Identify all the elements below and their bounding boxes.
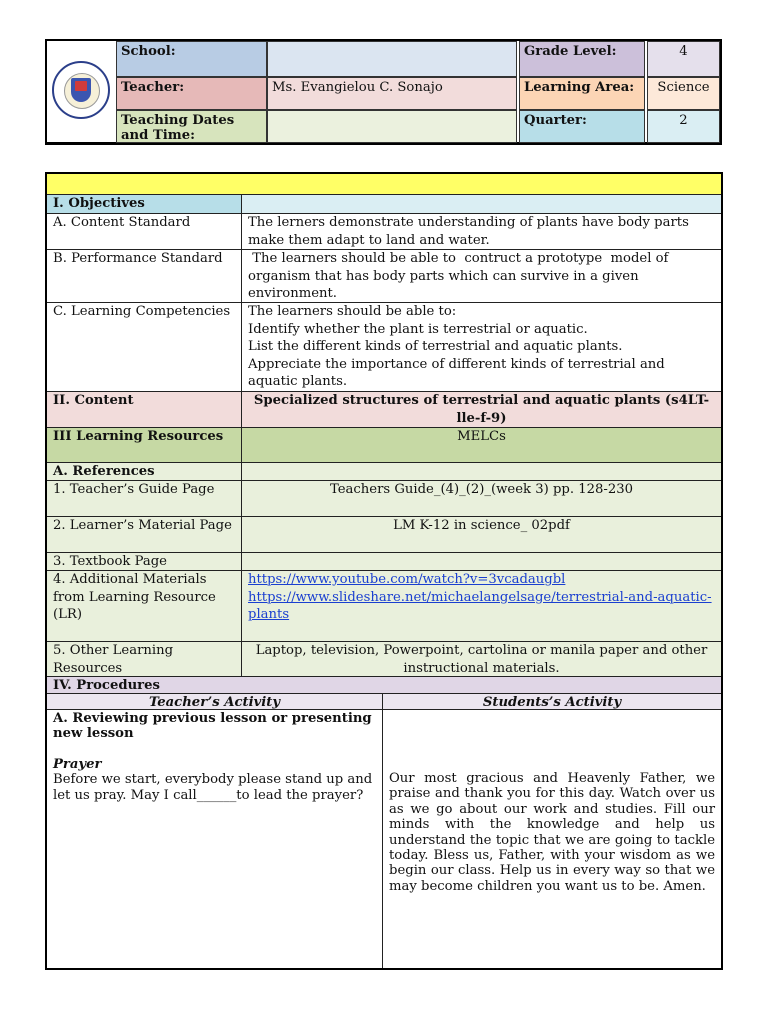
teacher-label: Teacher: bbox=[116, 77, 267, 110]
teacher-value: Ms. Evangielou C. Sonajo bbox=[267, 77, 517, 110]
teachers-guide-value: Teachers Guide_(4)_(2)_(week 3) pp. 128-230 bbox=[242, 481, 721, 517]
competency-line: The learners should be able to: bbox=[248, 304, 457, 319]
content-label: II. Content bbox=[47, 392, 242, 428]
school-value bbox=[267, 41, 517, 77]
competency-line: Identify whether the plant is terrestrial or aquatic. bbox=[248, 321, 588, 337]
other-resources-label: 5. Other Learning Resources bbox=[47, 642, 242, 677]
objectives-label: I. Objectives bbox=[47, 195, 242, 214]
prayer-teacher-text: Before we start, everybody please stand up and let us pray. May I call______to lead the prayer? bbox=[53, 772, 373, 803]
content-standard-label: A. Content Standard bbox=[47, 214, 242, 250]
learning-resources-value: MELCs bbox=[242, 428, 721, 463]
textbook-value bbox=[242, 553, 721, 571]
references-label: A. References bbox=[47, 463, 242, 481]
teacher-activity-cell bbox=[47, 710, 383, 968]
learners-material-value: LM K-12 in science_ 02pdf bbox=[242, 517, 721, 553]
youtube-link[interactable]: https://www.youtube.com/watch?v=3vcadaugbl bbox=[248, 572, 566, 587]
procedures-label: IV. Procedures bbox=[47, 677, 721, 694]
learning-area-value: Science bbox=[647, 77, 720, 110]
prayer-student-text: Our most gracious and Heavenly Father, we praise and thank you for this day. Watch over us as we go about our work and studies. Fill our minds with the knowledge and help us understand the topic that we are going to tackle today. Bless us, Father, with your wisdom as we begin our class. Help us in every way so that we may become children you want us to be. Amen. bbox=[389, 771, 715, 894]
references-value bbox=[242, 463, 721, 481]
competency-line: Appreciate the importance of different kinds of terrestrial and aquatic plants. bbox=[248, 356, 665, 390]
performance-standard-text: The learners should be able to contruct a prototype model of organism that has body parts which can survive in a given environment. bbox=[242, 250, 721, 303]
teachers-guide-label: 1. Teacher’s Guide Page bbox=[47, 481, 242, 517]
content-standard-text: The lerners demonstrate understanding of plants have body parts make them adapt to land and water. bbox=[242, 214, 721, 250]
quarter-value: 2 bbox=[647, 110, 720, 143]
additional-materials-links bbox=[242, 571, 721, 642]
learning-resources-label: III Learning Resources bbox=[47, 428, 242, 463]
grade-level-label: Grade Level: bbox=[519, 41, 645, 77]
additional-materials-label: 4. Additional Materials from Learning Resource (LR) bbox=[47, 571, 242, 642]
learning-area-label: Learning Area: bbox=[519, 77, 645, 110]
learning-competencies-label: C. Learning Competencies bbox=[47, 303, 242, 392]
objectives-value bbox=[242, 195, 721, 214]
performance-standard-label: B. Performance Standard bbox=[47, 250, 242, 303]
learners-material-label: 2. Learner’s Material Page bbox=[47, 517, 242, 553]
deped-seal-icon bbox=[52, 61, 110, 119]
textbook-label: 3. Textbook Page bbox=[47, 553, 242, 571]
student-activity-cell bbox=[383, 710, 721, 968]
content-text: Specialized structures of terrestrial and aquatic plants (s4LT-lle-f-9) bbox=[242, 392, 721, 428]
yellow-banner bbox=[47, 174, 721, 195]
competency-line: List the different kinds of terrestrial and aquatic plants. bbox=[248, 339, 623, 355]
teaching-dates-value bbox=[267, 110, 517, 143]
learning-competencies-text bbox=[242, 303, 721, 392]
other-resources-value: Laptop, television, Powerpoint, cartolina or manila paper and other instructional materials. bbox=[242, 642, 721, 677]
prayer-heading: Prayer bbox=[53, 756, 102, 772]
grade-level-value: 4 bbox=[647, 41, 720, 77]
teacher-activity-header: Teacher’s Activity bbox=[47, 694, 383, 710]
student-activity-header: Students’s Activity bbox=[383, 694, 721, 710]
review-lesson-heading: A. Reviewing previous lesson or presenting new lesson bbox=[53, 711, 372, 742]
lesson-plan-table bbox=[45, 172, 723, 970]
slideshare-link[interactable]: https://www.slideshare.net/michaelangelsage/terrestrial-and-aquatic-plants bbox=[248, 589, 712, 623]
school-label: School: bbox=[116, 41, 267, 77]
logo-cell bbox=[47, 41, 115, 143]
teaching-dates-label: Teaching Dates and Time: bbox=[116, 110, 267, 143]
quarter-label: Quarter: bbox=[519, 110, 645, 143]
